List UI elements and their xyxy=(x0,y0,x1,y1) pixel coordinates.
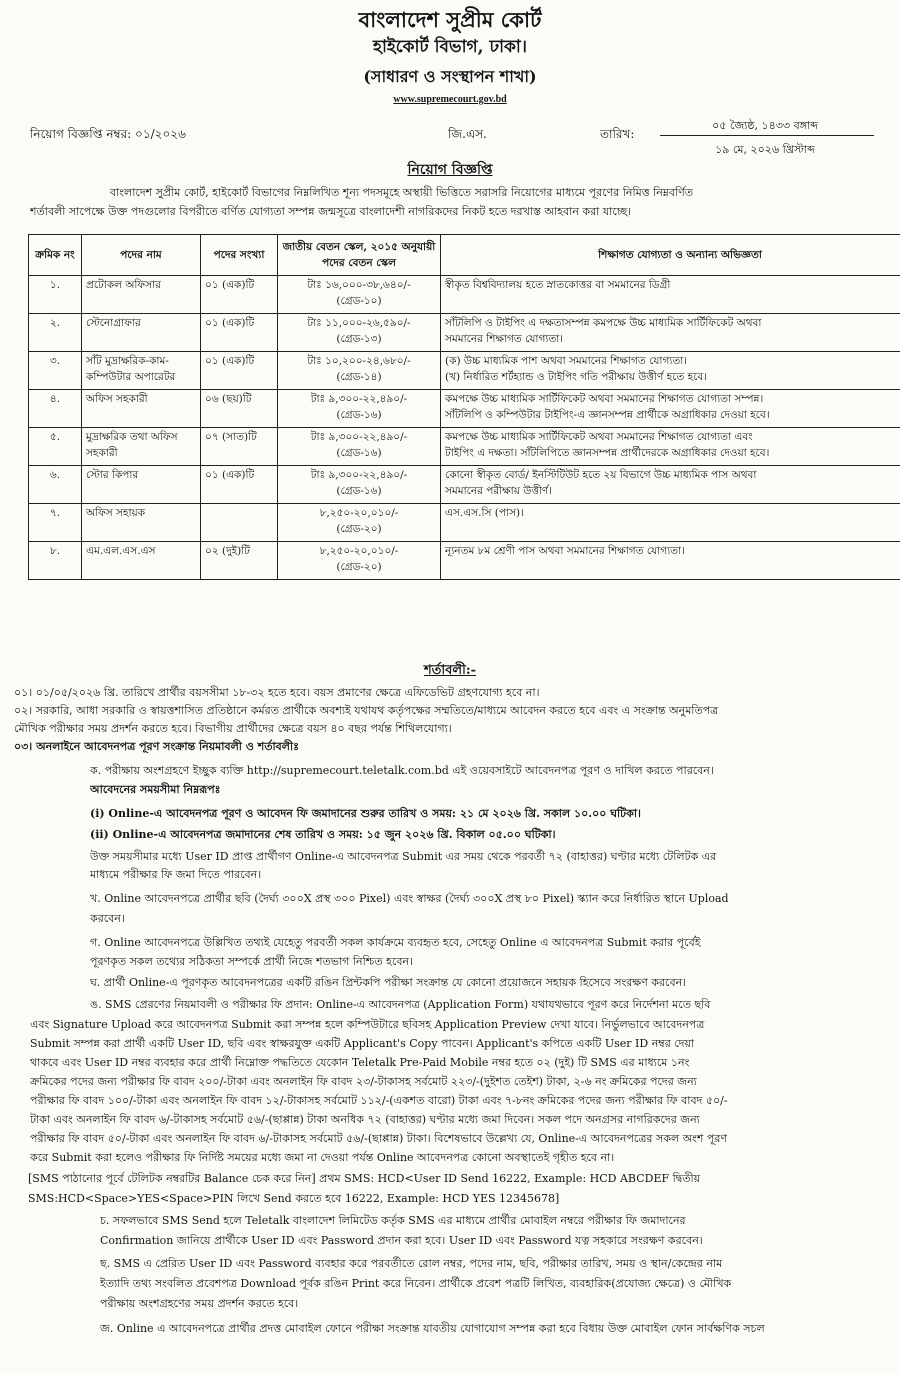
cell-pay-scale xyxy=(278,542,441,580)
qualification-line-2: সমমানের শিক্ষাগত যোগ্যতা। xyxy=(445,333,564,345)
header-pay-scale: জাতীয় বেতন স্কেল, ২০১৫ অনুযায়ী পদের বেতন স্কেল xyxy=(278,235,441,276)
qualification-line-1: (ক) উচ্চ মাধ্যমিক পাশ অথবা সমমানের শিক্ষাগত যোগ্যতা। xyxy=(445,355,688,367)
post-count-text: ০২ (দুই)টি xyxy=(205,545,250,557)
sms-line: করে Submit করা হলেও পরীক্ষার ফি নির্দিষ্ট সময়ের মধ্যে জমা না দেওয়া পর্যন্ত Online আবেদনপত্র কোনো অবস্থাতেই গৃহীত হবে না। xyxy=(30,1151,615,1164)
cell-qualification xyxy=(441,428,900,466)
intro-line-2: শর্তাবলী সাপেক্ষে উক্ত পদগুলোর বিপরীতে বর্ণিত যোগ্যতা সম্পন্ন জন্মসূত্রে বাংলাদেশী নাগরিকদের নিকট হতে দরখাস্ত আহবান করা যাচ্ছে। xyxy=(30,205,632,218)
cell-post-name xyxy=(82,352,201,390)
cell-qualification xyxy=(441,542,900,580)
posts-table xyxy=(28,234,900,580)
cell-serial xyxy=(29,504,82,542)
sms-line: Submit সম্পন্ন করা প্রার্থী একটি User ID, ছবি এবং স্বাক্ষরযুক্ত একটি Applicant's Copy পাবেন। Applicant's কপিতে একটি User ID নম্বর দেয়া xyxy=(30,1037,695,1050)
cell-post-count xyxy=(201,428,278,466)
post-count-text: ০১ (এক)টি xyxy=(205,469,255,481)
serial-text: ১. xyxy=(49,279,61,291)
website-link[interactable]: www.supremecourt.gov.bd xyxy=(393,94,507,105)
rule-ga-line-1: গ. Online আবেদনপত্রে উল্লিখিত তথ্যই যেহেতু পরবর্তী সকল কার্যক্রমে ব্যবহৃত হবে, সেহেতু Online এ আবেদনপত্র Submit করার পূর্বেই xyxy=(90,936,701,949)
sms-line: থাকবে এবং User ID নম্বর ব্যবহার করে প্রার্থী নিম্নোক্ত পদ্ধতিতে যেকোন Teletalk Pre-Paid Mobile নম্বর হতে ০২ (দুই) টি SMS এর মাধ্যমে ১নং xyxy=(30,1056,690,1069)
condition-2-line-1: ০২। সরকারি, আধা সরকারি ও স্বায়ত্তশাসিত প্রতিষ্ঠানে কর্মরত প্রার্থীকে অবশ্যই যথাযথ কর্তৃপক্ষের সম্মতিতে/মাধ্যমে আবেদন করতে হবে এবং এ সংক্রান্ত অনুমতিপত্র xyxy=(14,704,719,717)
qualification-line-1: এস.এস.সি (পাস)। xyxy=(445,507,524,519)
rule-cha-line-2: Confirmation জানিয়ে প্রার্থীকে User ID এবং Password প্রদান করা হবে। User ID এবং Password যত্ন সহকারে সংরক্ষণ করবেন। xyxy=(100,1234,703,1247)
serial-text: ৮. xyxy=(49,545,61,557)
header-post-count: পদের সংখ্যা xyxy=(201,235,278,276)
cell-serial xyxy=(29,428,82,466)
post-name-text: এম.এল.এস.এস xyxy=(86,545,156,557)
cell-pay-scale xyxy=(278,504,441,542)
header-post-name: পদের নাম xyxy=(82,235,201,276)
table-row xyxy=(29,504,900,542)
table-row xyxy=(29,314,900,352)
reference-code: জি.এস. xyxy=(448,127,487,141)
pay-range-text: টাঃ ৯,৩০০-২২,৪৯০/- xyxy=(310,431,408,443)
serial-text: ২. xyxy=(49,317,61,329)
header-serial: ক্রমিক নং xyxy=(29,235,82,276)
qualification-line-2: সমমানের পরীক্ষায় উত্তীর্ণ। xyxy=(445,485,553,497)
qualification-line-2: সাঁটলিপি ও কম্পিউটার টাইপিং-এ জ্ঞানসম্পন্ন প্রার্থীকে অগ্রাধিকার দেওয়া হবে। xyxy=(445,409,770,421)
time-note-line-1: উক্ত সময়সীমার মধ্যে User ID প্রাপ্ত প্রার্থীগণ Online-এ আবেদনপত্র Submit এর সময় থেকে পরবর্তী ৭২ (বাহাত্তর) ঘণ্টার মধ্যে টেলিটক এর xyxy=(90,850,717,863)
cell-post-count xyxy=(201,352,278,390)
rule-kha-line-2: করবেন। xyxy=(90,912,125,925)
post-count-text: ০১ (এক)টি xyxy=(205,355,255,367)
notice-title: নিয়োগ বিজ্ঞপ্তি xyxy=(407,162,493,178)
rule-ja-line-1: জ. Online এ আবেদনপত্রে প্রার্থীর প্রদত্ত মোবাইল ফোনে পরীক্ষা সংক্রান্ত যাবতীয় যোগাযোগ সম্পন্ন করা হবে বিধায় উক্ত মোবাইল ফোন সার্বক্ষণিক সচল xyxy=(100,1322,765,1335)
post-name-text: সাঁট মুদ্রাক্ষরিক-কাম-কম্পিউটার অপারেটর xyxy=(86,355,176,383)
org-name: বাংলাদেশ সুপ্রীম কোর্ট xyxy=(358,7,542,32)
serial-text: ৫. xyxy=(49,431,61,443)
post-name-text: মুদ্রাক্ষরিক তথা অফিস সহকারী xyxy=(86,431,178,459)
pay-grade-text: (গ্রেড-১৬) xyxy=(336,447,382,459)
pay-grade-text: (গ্রেড-১৪) xyxy=(336,371,382,383)
sms-line: ঙ. SMS প্রেরণের নিয়মাবলী ও পরীক্ষার ফি প্রদান: Online-এ আবেদনপত্র (Application Form) যথাযথভাবে পূরণ করে নির্দেশনা মতে ছবি xyxy=(90,998,711,1011)
post-name-text: অফিস সহকারী xyxy=(86,393,148,405)
rule-chha-line-3: পরীক্ষায় অংশগ্রহণের সময় প্রদর্শন করতে হবে। xyxy=(100,1297,299,1310)
post-name-text: অফিস সহায়ক xyxy=(86,507,146,519)
pay-grade-text: (গ্রেড-২০) xyxy=(336,523,382,535)
cell-qualification xyxy=(441,314,900,352)
qualification-line-1: স্বীকৃত বিশ্ববিদ্যালয় হতে স্নাতকোত্তর বা সমমানের ডিগ্রী xyxy=(445,279,671,291)
cell-serial xyxy=(29,314,82,352)
table-row xyxy=(29,390,900,428)
time-start: (i) Online-এ আবেদনপত্র পূরণ ও আবেদন ফি জমাদানের শুরুর তারিখ ও সময়: ২১ মে ২০২৬ খ্রি. সকাল ১০.০০ ঘটিকা। xyxy=(90,807,641,820)
table-row xyxy=(29,352,900,390)
rule-ka: ক. পরীক্ষায় অংশগ্রহণে ইচ্ছুক ব্যক্তি http://supremecourt.teletalk.com.bd এই ওয়েবসাইটে আবেদনপত্র পূরণ ও দাখিল করতে পারবেন। xyxy=(90,764,714,777)
cell-post-name xyxy=(82,428,201,466)
sms-line: টাকা এবং অনলাইন ফি বাবদ ৬/-টাকাসহ সর্বমোট ৫৬/-(ছাপ্পান্ন) টাকা অনধিক ৭২ (বাহাত্তর) ঘণ্টার মধ্যে জমা দিবেন। সকল পদে অনগ্রসর নাগরিকদের জন্য xyxy=(30,1113,700,1126)
notice-number: নিয়োগ বিজ্ঞপ্তি নম্বর: ০১/২০২৬ xyxy=(30,127,186,141)
post-name-text: স্টোর কিপার xyxy=(86,469,139,481)
date-label: তারিখ: xyxy=(600,127,635,141)
serial-text: ৩. xyxy=(49,355,61,367)
condition-3: ০৩। অনলাইনে আবেদনপত্র পূরণ সংক্রান্ত নিয়মাবলী ও শর্তাবলীঃ xyxy=(14,740,299,753)
conditions-title: শর্তাবলী:- xyxy=(423,663,477,678)
qualification-line-2: (খ) নির্ধারিত শর্টহ্যান্ড ও টাইপিং গতি পরীক্ষায় উত্তীর্ণ হতে হবে। xyxy=(445,371,707,383)
date-bengali: ০৫ জ্যৈষ্ঠ, ১৪৩৩ বঙ্গাব্দ xyxy=(712,119,818,132)
cell-pay-scale xyxy=(278,428,441,466)
sms-line: ক্রমিকের পদের জন্য পরীক্ষার ফি বাবদ ২০০/-টাকা এবং অনলাইন ফি বাবদ ২৩/-টাকাসহ সর্বমোট ২২৩/-(দুইশত তেইশ) টাকা, ২-৬ নং ক্রমিকের পদের জন্য xyxy=(30,1075,697,1088)
pay-range-text: ৮,২৫০-২০,০১০/- xyxy=(319,545,399,557)
cell-serial xyxy=(29,390,82,428)
time-note-line-2: মাধ্যমে পরীক্ষার ফি জমা দিতে পারবেন। xyxy=(90,868,262,881)
condition-2-line-2: মৌখিক পরীক্ষার সময় প্রদর্শন করতে হবে। বিভাগীয় প্রার্থীদের ক্ষেত্রে বয়স ৪০ বছর পর্যন্ত শিথিলযোগ্য। xyxy=(14,722,452,735)
serial-text: ৬. xyxy=(49,469,61,481)
post-name-text: প্রটোকল অফিসার xyxy=(86,279,161,291)
intro-line-1: বাংলাদেশ সুপ্রীম কোর্ট, হাইকোর্ট বিভাগের নিম্নলিখিত শূন্য পদসমূহে অস্থায়ী ভিত্তিতে সরাসরি নিয়োগের মাধ্যমে পূরণের নিমিত্ত নিম্নবর্ণিত xyxy=(110,186,694,199)
cell-pay-scale xyxy=(278,352,441,390)
sms-code-line-1: [SMS পাঠানোর পূর্বে টেলিটক নম্বরটির Balance চেক করে নিন] প্রথম SMS: HCD<User ID Send 16222, Example: HCD ABCDEF দ্বিতীয় xyxy=(28,1172,701,1185)
qualification-line-1: কমপক্ষে উচ্চ মাধ্যমিক সার্টিফিকেট অথবা সমমানের শিক্ষাগত যোগ্যতা এবং xyxy=(445,431,753,443)
time-limit-title: আবেদনের সময়সীমা নিম্নরূপঃ xyxy=(90,783,221,796)
sms-line: এবং Signature Upload করে আবেদনপত্র Submit করা সম্পন্ন হলে কম্পিউটারে ছবিসহ Application Preview দেখা যাবে। নির্ভুলভাবে আবেদনপত্র xyxy=(30,1018,705,1031)
pay-range-text: ৮,২৫০-২০,০১০/- xyxy=(319,507,399,519)
branch-name: (সাধারণ ও সংস্থাপন শাখা) xyxy=(363,67,537,86)
cell-post-name xyxy=(82,314,201,352)
pay-range-text: টাঃ ৯,৩০০-২২,৪৯০/- xyxy=(310,393,408,405)
post-name-text: স্টেনোগ্রাফার xyxy=(86,317,141,329)
cell-post-name xyxy=(82,276,201,314)
cell-post-name xyxy=(82,542,201,580)
table-row xyxy=(29,542,900,580)
rule-chha-line-2: ইত্যাদি তথ্য সংবলিত প্রবেশপত্র Download পূর্বক রঙিন Print করে নিবেন। প্রার্থীকে প্রবেশ পত্রটি লিখিত, ব্যবহারিক(প্রযোজ্য ক্ষেত্রে) ও মৌখিক xyxy=(100,1277,732,1290)
pay-range-text: টাঃ ৯,৩০০-২২,৪৯০/- xyxy=(310,469,408,481)
rule-gha: ঘ. প্রার্থী Online-এ পূরণকৃত আবেদনপত্রের একটি রঙিন প্রিন্টকপি পরীক্ষা সংক্রান্ত যে কোনো প্রয়োজনে সহায়ক হিসেবে সংরক্ষণ করবেন। xyxy=(90,976,687,989)
cell-serial xyxy=(29,276,82,314)
pay-grade-text: (গ্রেড-১৬) xyxy=(336,485,382,497)
sms-line: পরীক্ষার ফি বাবদ ৫০/-টাকা এবং অনলাইন ফি বাবদ ৬/-টাকাসহ সর্বমোট ৫৬/-(ছাপ্পান্ন) টাকা। বিশেষভাবে উল্লেখ্য যে, Online-এ আবেদনপত্রের সকল অংশ পূরণ xyxy=(30,1132,728,1145)
table-row xyxy=(29,276,900,314)
cell-qualification xyxy=(441,352,900,390)
table-row xyxy=(29,466,900,504)
sms-line: পরীক্ষার ফি বাবদ ১০০/-টাকা এবং অনলাইন ফি বাবদ ১২/-টাকাসহ সর্বমোট ১১২/-(একশত বারো) টাকা এবং ৭-৮নং ক্রমিকের পদের জন্য পরীক্ষার ফি বাবদ ৫০/- xyxy=(30,1094,728,1107)
rule-ga-line-2: পূরণকৃত সকল তথ্যের সঠিকতা সম্পর্কে প্রার্থী নিজে শতভাগ নিশ্চিত হবেন। xyxy=(90,955,414,968)
cell-qualification xyxy=(441,466,900,504)
serial-text: ৭. xyxy=(49,507,61,519)
date-gregorian: ১৯ মে, ২০২৬ খ্রিস্টাব্দ xyxy=(715,143,815,156)
time-end: (ii) Online-এ আবেদনপত্র জমাদানের শেষ তারিখ ও সময়: ১৫ জুন ২০২৬ খ্রি. বিকাল ০৫.০০ ঘটিকা। xyxy=(90,828,556,841)
cell-qualification xyxy=(441,390,900,428)
post-count-text: ০১ (এক)টি xyxy=(205,279,255,291)
qualification-line-2: টাইপিং এ দক্ষতা। সাঁটলিপিতে জ্ঞানসম্পন্ন প্রার্থীদেরকে অগ্রাধিকার দেওয়া হবে। xyxy=(445,447,770,459)
cell-post-name xyxy=(82,466,201,504)
qualification-line-1: কোনো স্বীকৃত বোর্ড/ ইনস্টিটিউট হতে ২য় বিভাগে উচ্চ মাধ্যমিক পাস অথবা xyxy=(445,469,757,481)
qualification-line-1: কমপক্ষে উচ্চ মাধ্যমিক সার্টিফিকেট অথবা সমমানের শিক্ষাগত যোগ্যতা সম্পন্ন। xyxy=(445,393,764,405)
pay-grade-text: (গ্রেড-১৩) xyxy=(336,333,382,345)
condition-1: ০১। ০১/০৫/২০২৬ খ্রি. তারিখে প্রার্থীর বয়সসীমা ১৮-৩২ হতে হবে। বয়স প্রমাণের ক্ষেত্রে এফিডেভিট গ্রহণযোগ্য হবে না। xyxy=(14,686,540,699)
cell-pay-scale xyxy=(278,390,441,428)
cell-pay-scale xyxy=(278,314,441,352)
cell-post-count xyxy=(201,314,278,352)
post-count-text: ০৬ (ছয়)টি xyxy=(205,393,252,405)
cell-pay-scale xyxy=(278,276,441,314)
cell-serial xyxy=(29,466,82,504)
cell-post-count xyxy=(201,466,278,504)
sms-code-line-2: SMS:HCD<Space>YES<Space>PIN লিখে Send করতে হবে 16222, Example: HCD YES 12345678] xyxy=(28,1192,560,1205)
cell-post-name xyxy=(82,390,201,428)
pay-grade-text: (গ্রেড-২০) xyxy=(336,561,382,573)
pay-grade-text: (গ্রেড-১৬) xyxy=(336,409,382,421)
cell-serial xyxy=(29,542,82,580)
rule-kha-line-1: খ. Online আবেদনপত্রে প্রার্থীর ছবি (দৈর্ঘ্য ৩০০X প্রস্থ ৩০০ Pixel) এবং স্বাক্ষর (দৈর্ঘ্য ৩০০X প্রস্থ ৮০ Pixel) স্ক্যান করে নির্ধারিত স্থানে Upload xyxy=(90,892,729,905)
rule-cha-line-1: চ. সফলভাবে SMS Send হলে Teletalk বাংলাদেশ লিমিটেড কর্তৃক SMS এর মাধ্যমে প্রার্থীর মোবাইল নম্বরে পরীক্ষার ফি জমাদানের xyxy=(100,1214,686,1227)
pay-range-text: টাঃ ১০,২০০-২৪,৬৮০/- xyxy=(307,355,411,367)
qualification-line-1: ন্যূনতম ৮ম শ্রেণী পাস অথবা সমমানের শিক্ষাগত যোগ্যতা। xyxy=(445,545,685,557)
cell-qualification xyxy=(441,276,900,314)
header-qualification: শিক্ষাগত যোগ্যতা ও অন্যান্য অভিজ্ঞতা xyxy=(441,235,900,276)
cell-serial xyxy=(29,352,82,390)
cell-post-count xyxy=(201,542,278,580)
cell-post-name xyxy=(82,504,201,542)
table-row xyxy=(29,428,900,466)
serial-text: ৪. xyxy=(49,393,61,405)
post-count-text: ০১ (এক)টি xyxy=(205,317,255,329)
date-divider xyxy=(660,135,874,136)
pay-range-text: টাঃ ১১,০০০-২৬,৫৯০/- xyxy=(307,317,411,329)
pay-range-text: টাঃ ১৬,০০০-৩৮,৬৪০/- xyxy=(307,279,411,291)
cell-qualification xyxy=(441,504,900,542)
division-name: হাইকোর্ট বিভাগ, ঢাকা। xyxy=(373,37,527,57)
pay-grade-text: (গ্রেড-১০) xyxy=(336,295,382,307)
cell-pay-scale xyxy=(278,466,441,504)
post-count-text: ০৭ (সাত)টি xyxy=(205,431,257,443)
table-header-row xyxy=(29,235,900,276)
qualification-line-1: সাঁটলিপি ও টাইপিং এ দক্ষতাসম্পন্ন কমপক্ষে উচ্চ মাধ্যমিক সার্টিফিকেট অথবা xyxy=(445,317,762,329)
cell-post-count xyxy=(201,390,278,428)
cell-post-count xyxy=(201,276,278,314)
rule-chha-line-1: ছ. SMS এ প্রেরিত User ID এবং Password ব্যবহার করে পরবর্তীতে রোল নম্বর, পদের নাম, ছবি, পরীক্ষার তারিখ, সময় ও স্থান/কেন্দ্রের নাম xyxy=(100,1257,723,1270)
cell-post-count xyxy=(201,504,278,542)
